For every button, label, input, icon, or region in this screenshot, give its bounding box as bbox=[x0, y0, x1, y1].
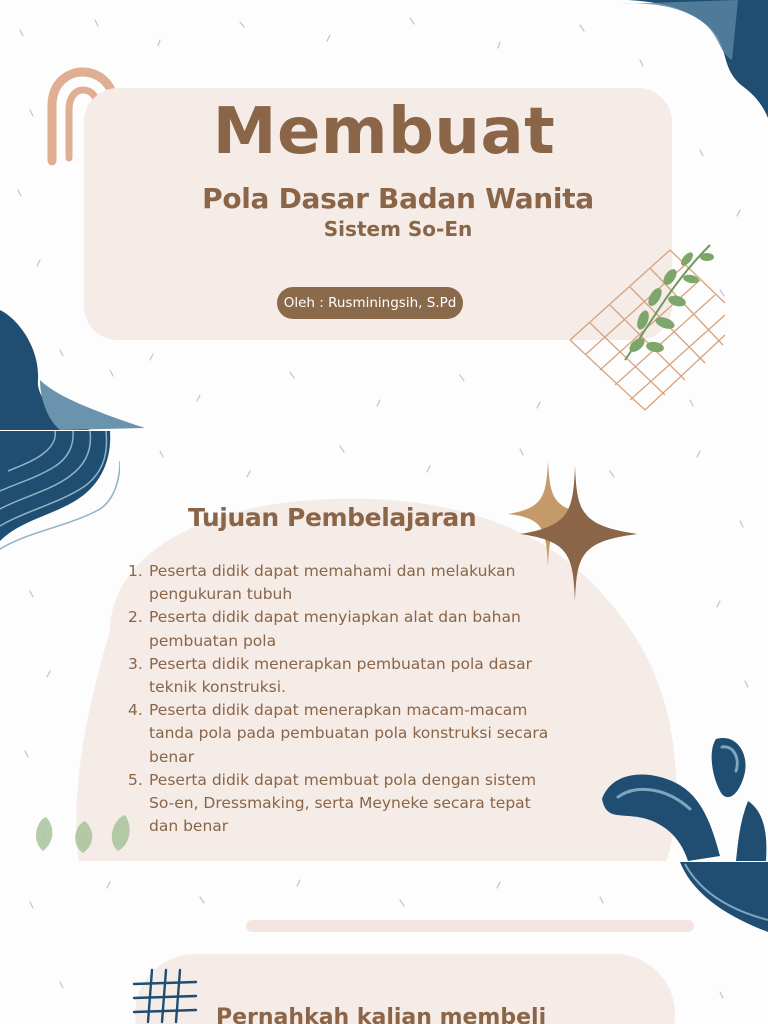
subtitle-system: Sistem So-En bbox=[323, 217, 473, 241]
slide-objectives bbox=[0, 431, 768, 861]
question-heading: Pernahkah kalian membeli bbox=[216, 1005, 547, 1024]
objectives-heading: Tujuan Pembelajaran bbox=[188, 503, 477, 532]
slide-title bbox=[0, 0, 768, 430]
objective-item bbox=[128, 606, 608, 652]
objective-line: pembuatan pola bbox=[149, 631, 277, 650]
objective-number: 4. bbox=[128, 701, 143, 720]
objective-line: Peserta didik dapat memahami dan melakukan bbox=[149, 562, 516, 580]
slide-question bbox=[0, 862, 768, 1024]
leaf-branch-icon bbox=[615, 235, 725, 365]
author-label: Oleh : Rusminingsih, S.Pd bbox=[283, 295, 457, 311]
hashtag-doodle-icon bbox=[130, 966, 200, 1024]
objective-number: 5. bbox=[128, 770, 143, 789]
objective-item bbox=[128, 653, 608, 699]
objective-line: pengukuran tubuh bbox=[149, 585, 293, 604]
objective-item bbox=[128, 560, 608, 606]
page-title: Membuat bbox=[212, 95, 556, 169]
objective-line: teknik konstruksi. bbox=[149, 678, 286, 697]
decorative-bar bbox=[246, 920, 694, 932]
leaf-cluster-icon bbox=[28, 811, 138, 861]
objective-text bbox=[149, 606, 608, 652]
subtitle: Pola Dasar Badan Wanita bbox=[202, 182, 594, 215]
objective-text bbox=[149, 699, 608, 769]
water-splash-icon bbox=[598, 731, 768, 861]
objective-line: Peserta didik dapat menerapkan macam-macam bbox=[149, 701, 528, 720]
objective-item bbox=[128, 699, 608, 769]
objective-line: dan benar bbox=[149, 817, 229, 836]
objective-text bbox=[149, 560, 608, 606]
author-badge bbox=[277, 287, 463, 319]
objective-number: 3. bbox=[128, 654, 143, 673]
objectives-list bbox=[128, 560, 608, 838]
objective-number: 1. bbox=[128, 562, 143, 580]
wave-blob-icon bbox=[680, 862, 768, 942]
objective-line: So-en, Dressmaking, serta Meyneke secara tepat bbox=[149, 794, 531, 813]
objective-line: benar bbox=[149, 747, 195, 766]
objective-line: Peserta didik menerapkan pembuatan pola dasar bbox=[149, 654, 532, 673]
objective-text bbox=[149, 653, 608, 699]
objective-line: Peserta didik dapat membuat pola dengan sistem bbox=[149, 770, 537, 789]
objective-line: tanda pola pada pembuatan pola konstruksi secara bbox=[149, 724, 549, 743]
objective-text bbox=[149, 769, 608, 839]
objective-line: Peserta didik dapat menyiapkan alat dan bahan bbox=[149, 608, 521, 627]
objective-number: 2. bbox=[128, 608, 143, 627]
objective-item bbox=[128, 769, 608, 839]
